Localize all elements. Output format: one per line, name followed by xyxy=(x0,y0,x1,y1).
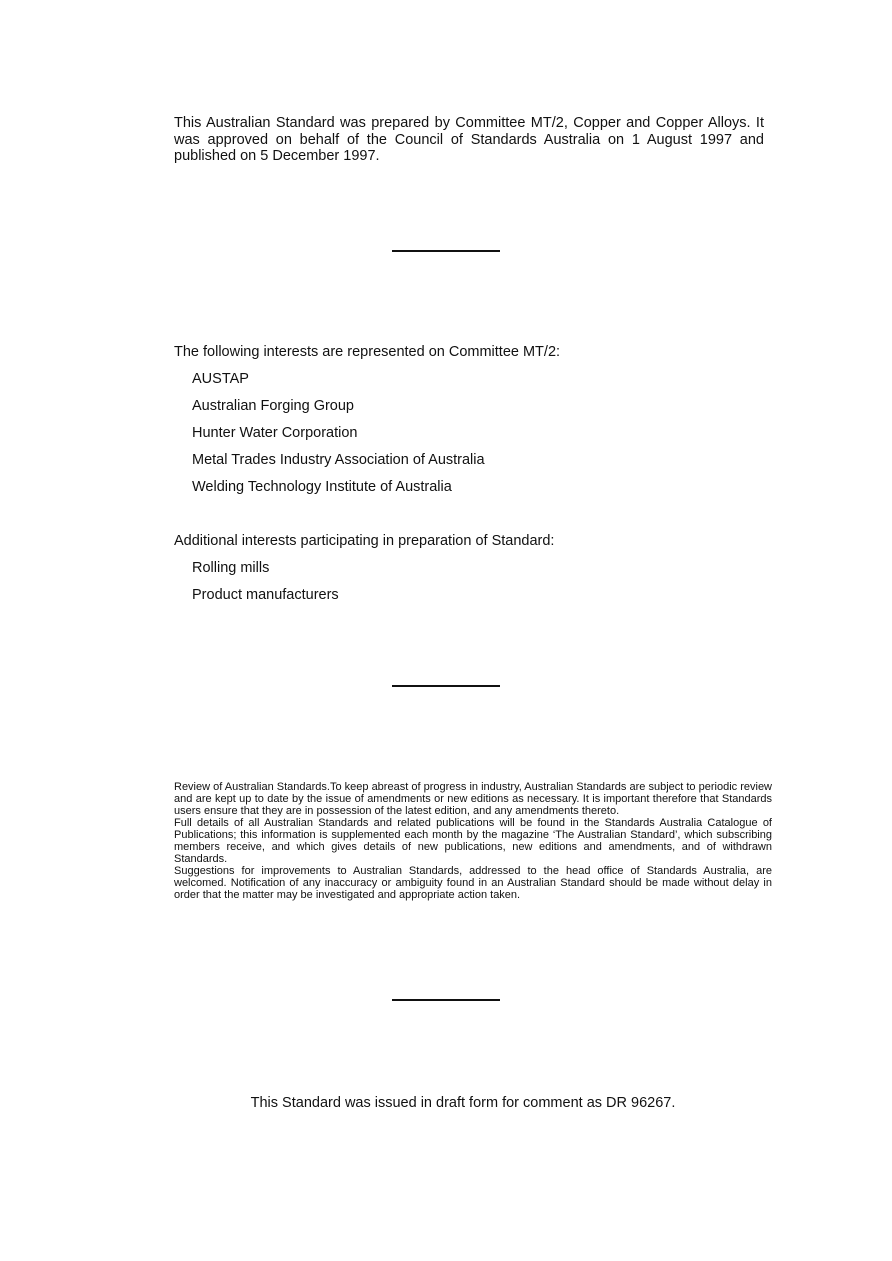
divider-rule xyxy=(392,250,500,252)
review-paragraph: Full details of all Australian Standards and related publications will be found in the Standards Australia Catalogue of Publications; this information is supplemented each month by the magazine ‘The Australian Standard’, which subscribing members receive, and which gives details of new publications, new editions and amendments, and of withdrawn Standards. xyxy=(174,817,772,865)
divider-rule xyxy=(392,999,500,1001)
list-item: Product manufacturers xyxy=(192,587,339,603)
review-paragraph: Review of Australian Standards.To keep abreast of progress in industry, Australian Standards are subject to periodic review and are kept up to date by the issue of amendments or new editions as necessary. It is important therefore that Standards users ensure that they are in possession of the latest edition, and any amendments thereto. xyxy=(174,781,772,817)
committee-members-list xyxy=(174,371,764,496)
preparation-statement: This Australian Standard was prepared by Committee MT/2, Copper and Copper Alloys. It was approved on behalf of the Council of Standards Australia on 1 August 1997 and published on 5 December 1997. xyxy=(174,115,764,164)
additional-interests xyxy=(174,533,764,604)
committee-heading: The following interests are represented on Committee MT/2: xyxy=(174,344,561,360)
review-notice xyxy=(174,781,772,901)
list-item: Rolling mills xyxy=(192,560,270,576)
additional-heading: Additional interests participating in preparation of Standard: xyxy=(174,533,555,549)
divider-rule xyxy=(392,685,500,687)
list-item: Welding Technology Institute of Australia xyxy=(192,479,452,495)
review-paragraph: Suggestions for improvements to Australian Standards, addressed to the head office of Standards Australia, are welcomed. Notification of any inaccuracy or ambiguity found in an Australian Standard should be made without delay in order that the matter may be investigated and appropriate action taken. xyxy=(174,865,772,901)
list-item: Australian Forging Group xyxy=(192,398,354,414)
list-item: Hunter Water Corporation xyxy=(192,425,358,441)
committee-interests xyxy=(174,344,764,496)
list-item: Metal Trades Industry Association of Australia xyxy=(192,452,485,468)
additional-members-list xyxy=(174,560,764,604)
draft-statement: This Standard was issued in draft form for comment as DR 96267. xyxy=(250,1095,676,1111)
list-item: AUSTAP xyxy=(192,371,249,387)
